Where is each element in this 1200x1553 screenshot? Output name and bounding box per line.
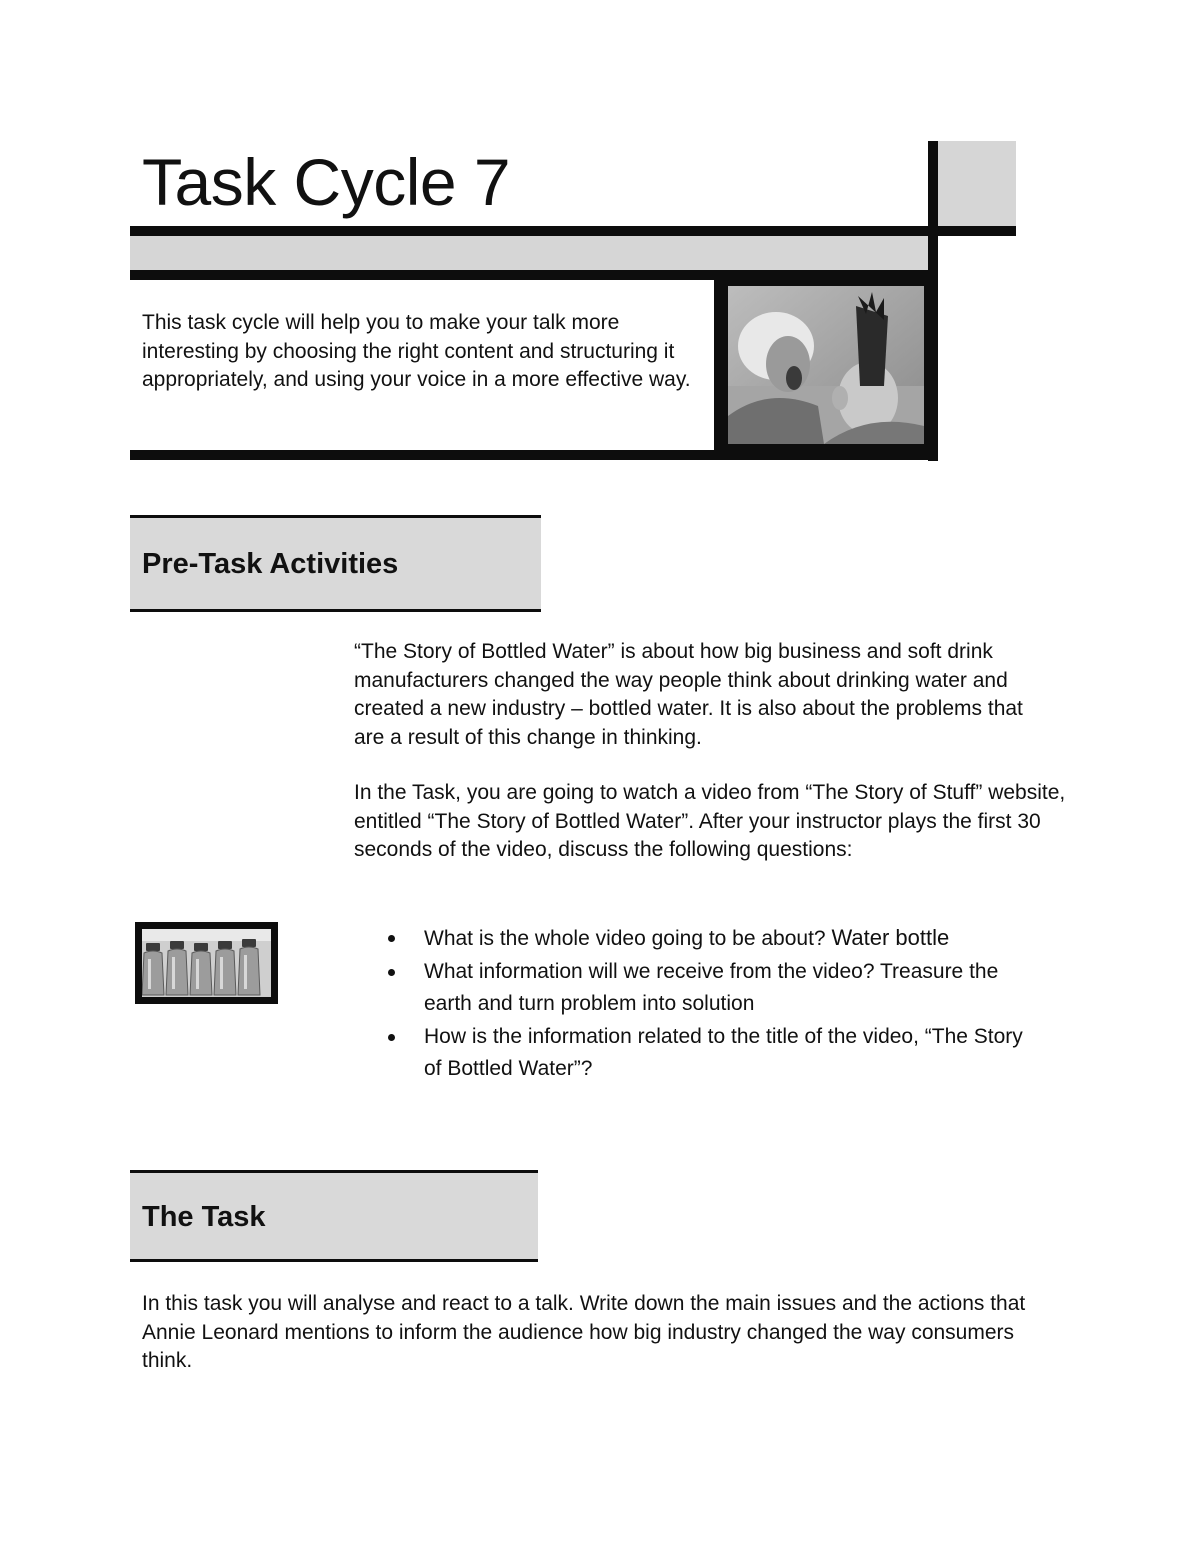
pre-task-section-box <box>130 515 541 612</box>
task-heading: The Task <box>142 1201 266 1233</box>
list-item <box>354 956 1034 1021</box>
pre-task-paragraph-1: “The Story of Bottled Water” is about how big business and soft drink manufacturers changed the way people think about drinking water and created a new industry – bottled water. It is also about the problems that are a result of this change in thinking. <box>354 640 1023 749</box>
task-section-box <box>130 1170 538 1262</box>
header-grey-block <box>936 141 1016 226</box>
answer-text: Water bottle <box>831 925 950 950</box>
water-bottles-icon <box>142 929 271 997</box>
header-rule-bottom <box>130 450 938 460</box>
question-text: What is the whole video going to be about? <box>424 927 826 950</box>
questions-list <box>354 922 1034 1086</box>
bottles-photo <box>135 922 278 1004</box>
answer-text: Treasure the earth and turn problem into solution <box>424 959 999 1015</box>
question-text: What information will we receive from the video? <box>424 959 875 983</box>
photo-divider <box>714 280 722 450</box>
header-photo <box>722 280 930 450</box>
list-item <box>354 1021 1034 1086</box>
intro-text: This task cycle will help you to make your talk more interesting by choosing the right content and structuring it appropriately, and using your voice in a more effective way. <box>142 311 691 391</box>
page-title: Task Cycle 7 <box>142 145 511 219</box>
pre-task-paragraph-2: In the Task, you are going to watch a video from “The Story of Stuff” website, entitled “The Story of Bottled Water”. After your instructor plays the first 30 seconds of the video, discuss the following questions: <box>354 781 1066 861</box>
header-rule-top <box>130 226 1016 236</box>
header-grey-bar <box>130 236 928 270</box>
task-paragraph: In this task you will analyse and react to a talk. Write down the main issues and the actions that Annie Leonard mentions to inform the audience how big industry changed the way consumers think. <box>142 1292 1026 1372</box>
question-text: How is the information related to the title of the video, “The Story of Bottled Water”? <box>424 1024 1023 1080</box>
header-rule-middle <box>130 270 936 280</box>
pre-task-heading: Pre-Task Activities <box>142 548 399 580</box>
people-photo-icon <box>728 286 924 444</box>
list-item <box>354 922 1034 956</box>
